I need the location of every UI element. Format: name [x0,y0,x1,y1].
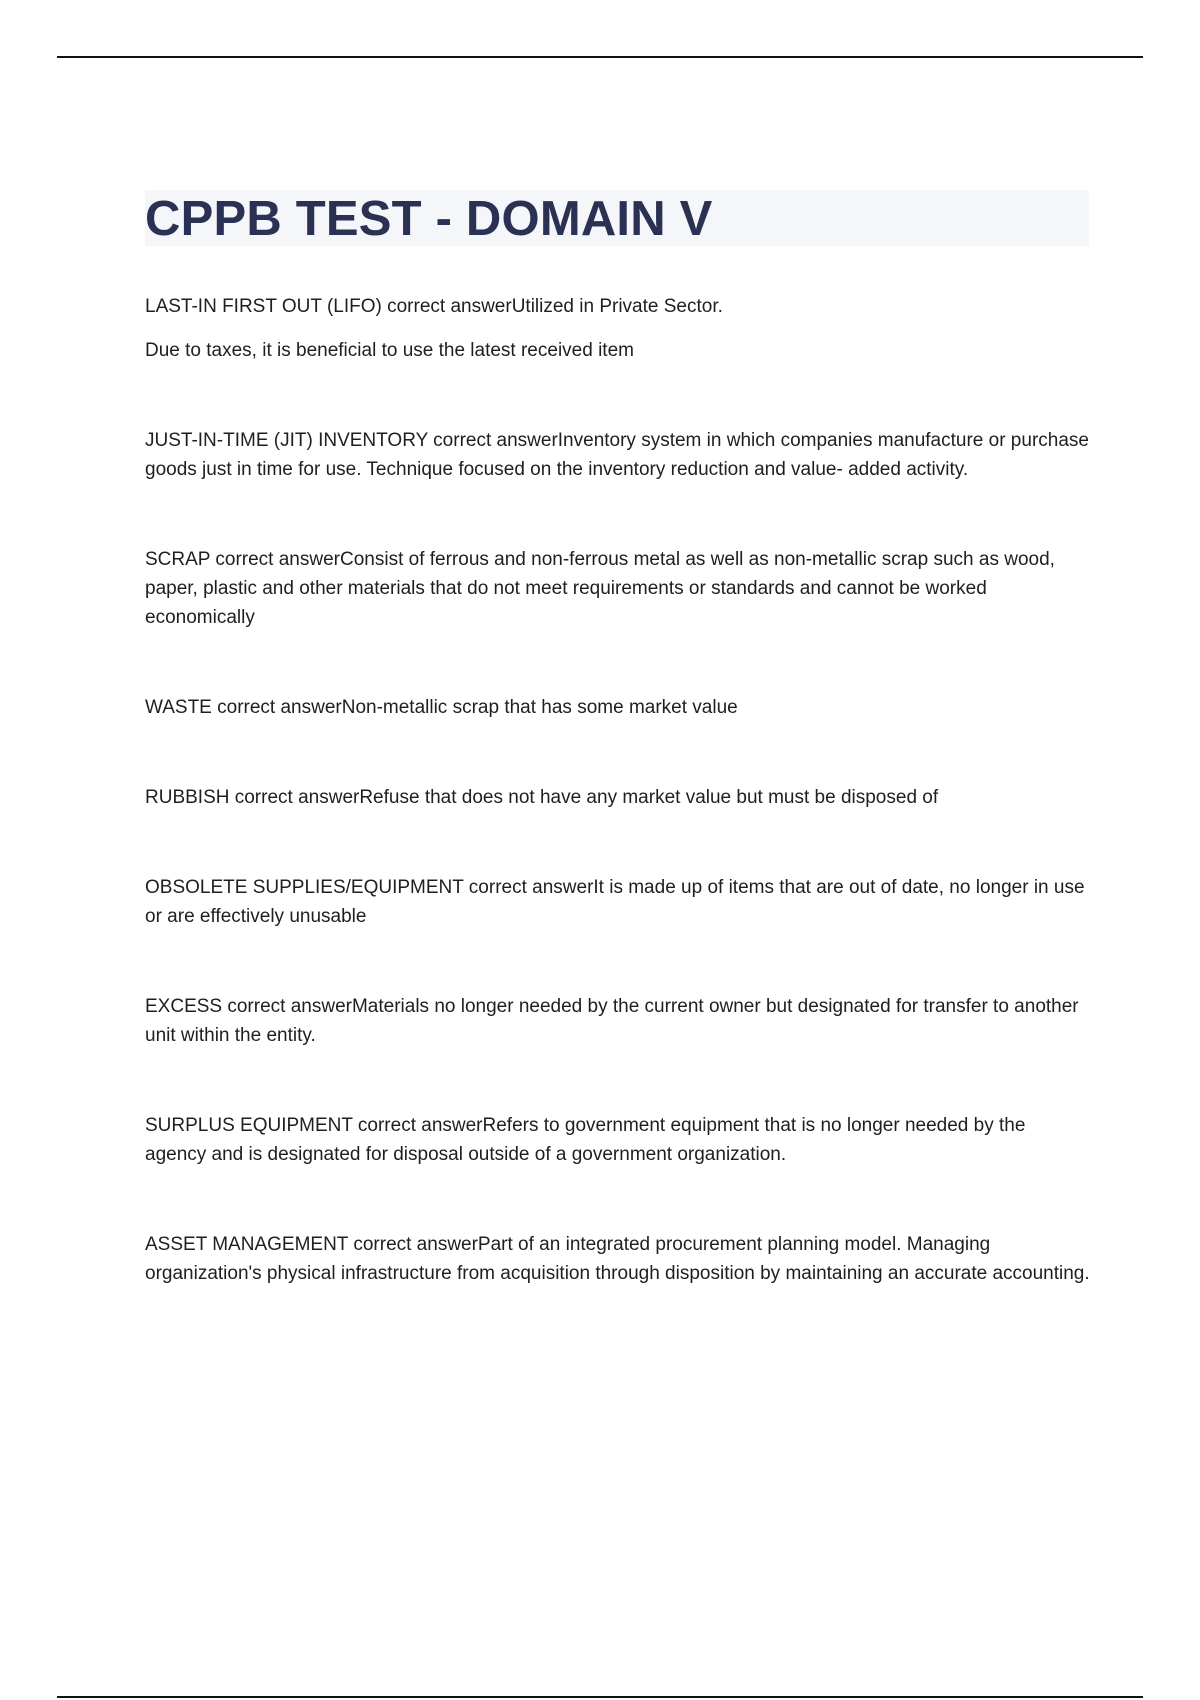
entry-rubbish [145,783,1090,812]
entry-text: WASTE correct answerNon-metallic scrap that has some market value [145,697,738,718]
entry-asset-management [145,1230,1090,1288]
entry-lifo [145,292,1090,365]
top-rule [57,56,1143,58]
entry-text: RUBBISH correct answerRefuse that does not have any market value but must be disposed of [145,787,939,808]
entry-text: JUST-IN-TIME (JIT) INVENTORY correct answerInventory system in which companies manufacture or purchase goods just in time for use. Technique focused on the inventory reduction and value- added activity. [145,430,1089,480]
entry-text: EXCESS correct answerMaterials no longer needed by the current owner but designated for transfer to another unit within the entity. [145,996,1079,1046]
entry-surplus-equipment [145,1111,1090,1169]
entry-text: ASSET MANAGEMENT correct answerPart of an integrated procurement planning model. Managing organization's physical infrastructure from acquisition through disposition by maintaining an accurate accounting. [145,1234,1090,1284]
bottom-rule [57,1696,1143,1698]
entry-list [145,292,1090,1288]
entry-waste [145,693,1090,722]
entry-obsolete-supplies [145,873,1090,931]
page-title: CPPB TEST - DOMAIN V [145,192,713,246]
entry-scrap [145,545,1090,632]
entry-excess [145,992,1090,1050]
entry-text: OBSOLETE SUPPLIES/EQUIPMENT correct answerIt is made up of items that are out of date, no longer in use or are effectively unusable [145,877,1085,927]
entry-jit-inventory [145,426,1090,484]
entry-text: SURPLUS EQUIPMENT correct answerRefers to government equipment that is no longer needed by the agency and is designated for disposal outside of a government organization. [145,1115,1026,1165]
entry-extra-text: Due to taxes, it is beneficial to use the latest received item [145,340,634,361]
entry-text: LAST-IN FIRST OUT (LIFO) correct answerUtilized in Private Sector. [145,296,723,317]
entry-text: SCRAP correct answerConsist of ferrous and non-ferrous metal as well as non-metallic scrap such as wood, paper, plastic and other materials that do not meet requirements or standards and cannot be worked economically [145,549,1055,628]
